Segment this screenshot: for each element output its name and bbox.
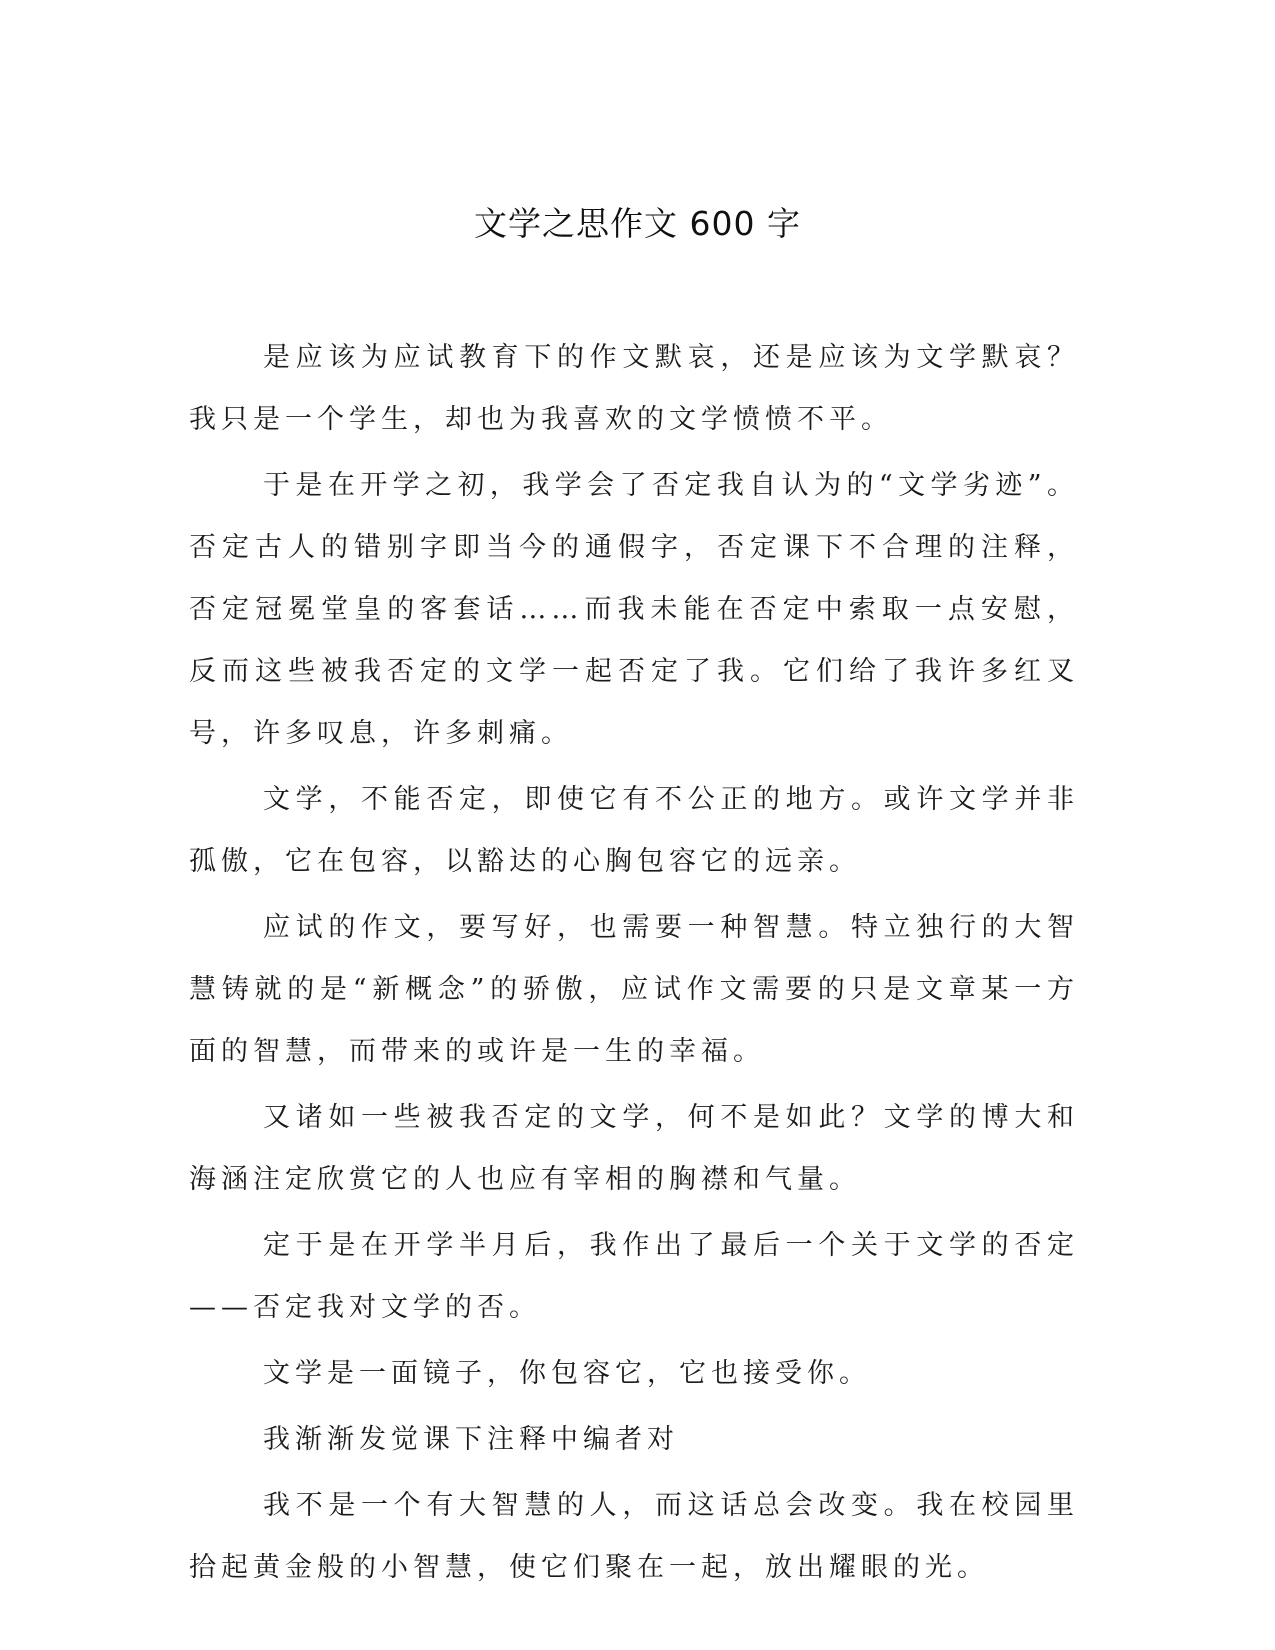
paragraph-3: 文学，不能否定，即使它有不公正的地方。或许文学并非孤傲，它在包容，以豁达的心胸包容它的远亲。: [189, 784, 1079, 877]
paragraph-9: 我不是一个有大智慧的人，而这话总会改变。我在校园里拾起黄金般的小智慧，使它们聚在一起，放出耀眼的光。: [189, 1490, 1079, 1583]
paragraph-2: 于是在开学之初，我学会了否定我自认为的“文学劣迹”。否定古人的错别字即当今的通假字，否定课下不合理的注释，否定冠冕堂皇的客套话……而我未能在否定中索取一点安慰，反而这些被我否定的文学一起否定了我。它们给了我许多红叉号，许多叹息，许多刺痛。: [189, 470, 1079, 749]
document-title: 文学之思作文 600 字: [474, 204, 801, 243]
paragraph-5: 又诸如一些被我否定的文学，何不是如此？文学的博大和海涵注定欣赏它的人也应有宰相的胸襟和气量。: [189, 1102, 1079, 1195]
paragraph-8: 我渐渐发觉课下注释中编者对: [263, 1424, 679, 1455]
paragraph-1: 是应该为应试教育下的作文默哀，还是应该为文学默哀？我只是一个学生，却也为我喜欢的文学愤愤不平。: [189, 342, 1079, 435]
paragraph-7: 文学是一面镜子，你包容它，它也接受你。: [263, 1358, 871, 1389]
document-body: [189, 327, 1079, 1603]
paragraph-4: 应试的作文，要写好，也需要一种智慧。特立独行的大智慧铸就的是“新概念”的骄傲，应试作文需要的只是文章某一方面的智慧，而带来的或许是一生的幸福。: [189, 912, 1079, 1067]
paragraph-6: 定于是在开学半月后，我作出了最后一个关于文学的否定——否定我对文学的否。: [189, 1230, 1079, 1323]
